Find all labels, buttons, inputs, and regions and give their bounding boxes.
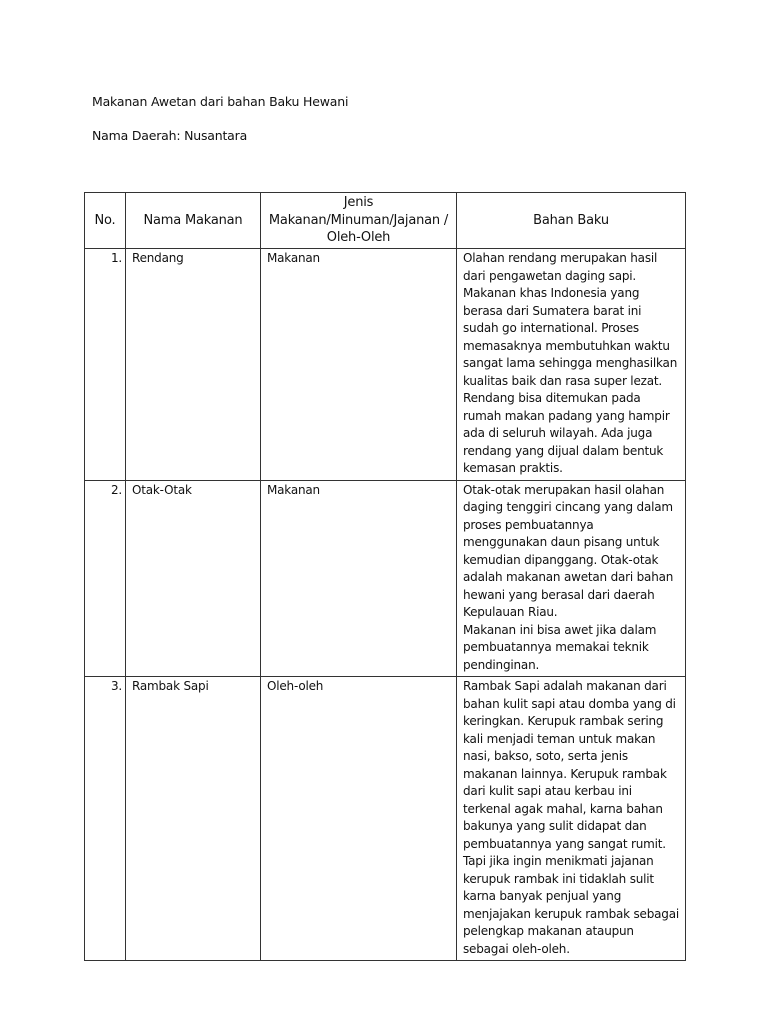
food-name: Otak-Otak bbox=[126, 480, 261, 677]
food-table bbox=[84, 192, 686, 961]
food-description bbox=[457, 249, 686, 481]
food-name: Rambak Sapi bbox=[126, 677, 261, 961]
description-paragraph: Olahan rendang merupakan hasil dari pengawetan daging sapi. Makanan khas Indonesia yang berasa dari Sumatera barat ini sudah go international. Proses memasaknya membutuhkan waktu sangat lama sehingga menghasilkan kualitas baik dan rasa super lezat. bbox=[463, 251, 678, 388]
food-type: Oleh-oleh bbox=[261, 677, 457, 961]
table-row bbox=[85, 677, 686, 961]
table-row bbox=[85, 480, 686, 677]
region-label: Nama Daerah: Nusantara bbox=[92, 128, 248, 143]
table-row bbox=[85, 249, 686, 481]
header-no: No. bbox=[85, 193, 126, 249]
description-paragraph: Rambak Sapi adalah makanan dari bahan kulit sapi atau domba yang di keringkan. Kerupuk rambak sering kali menjadi teman untuk makan nasi, bakso, soto, serta jenis makanan lainnya. Kerupuk rambak dari kulit sapi atau kerbau ini terkenal agak mahal, karna bahan bakunya yang sulit didapat dan pembuatannya yang sangat rumit. Tapi jika ingin menikmati jajanan kerupuk rambak ini tidaklah sulit karna banyak penjual yang menjajakan kerupuk rambak sebagai pelengkap makanan ataupun sebagai oleh-oleh. bbox=[463, 679, 680, 956]
description-paragraph: Rendang bisa ditemukan pada rumah makan padang yang hampir ada di seluruh wilayah. Ada juga rendang yang dijual dalam bentuk kemasan praktis. bbox=[463, 391, 670, 475]
description-paragraph: Makanan ini bisa awet jika dalam pembuatannya memakai teknik pendinginan. bbox=[463, 622, 657, 672]
food-description bbox=[457, 677, 686, 961]
table-header-row bbox=[85, 193, 686, 249]
food-type: Makanan bbox=[261, 480, 457, 677]
header-type: Jenis Makanan/Minuman/Jajanan / Oleh-Oleh bbox=[261, 193, 457, 249]
row-number: 1. bbox=[85, 249, 126, 481]
row-number: 2. bbox=[85, 480, 126, 677]
header-name: Nama Makanan bbox=[126, 193, 261, 249]
food-name: Rendang bbox=[126, 249, 261, 481]
description-paragraph: Otak-otak merupakan hasil olahan daging tenggiri cincang yang dalam proses pembuatannya menggunakan daun pisang untuk kemudian dipanggang. Otak-otak adalah makanan awetan dari bahan hewani yang berasal dari daerah Kepulauan Riau. bbox=[463, 482, 674, 619]
food-type: Makanan bbox=[261, 249, 457, 481]
row-number: 3. bbox=[85, 677, 126, 961]
header-desc: Bahan Baku bbox=[457, 193, 686, 249]
food-description bbox=[457, 480, 686, 677]
document-title: Makanan Awetan dari bahan Baku Hewani bbox=[92, 94, 349, 109]
